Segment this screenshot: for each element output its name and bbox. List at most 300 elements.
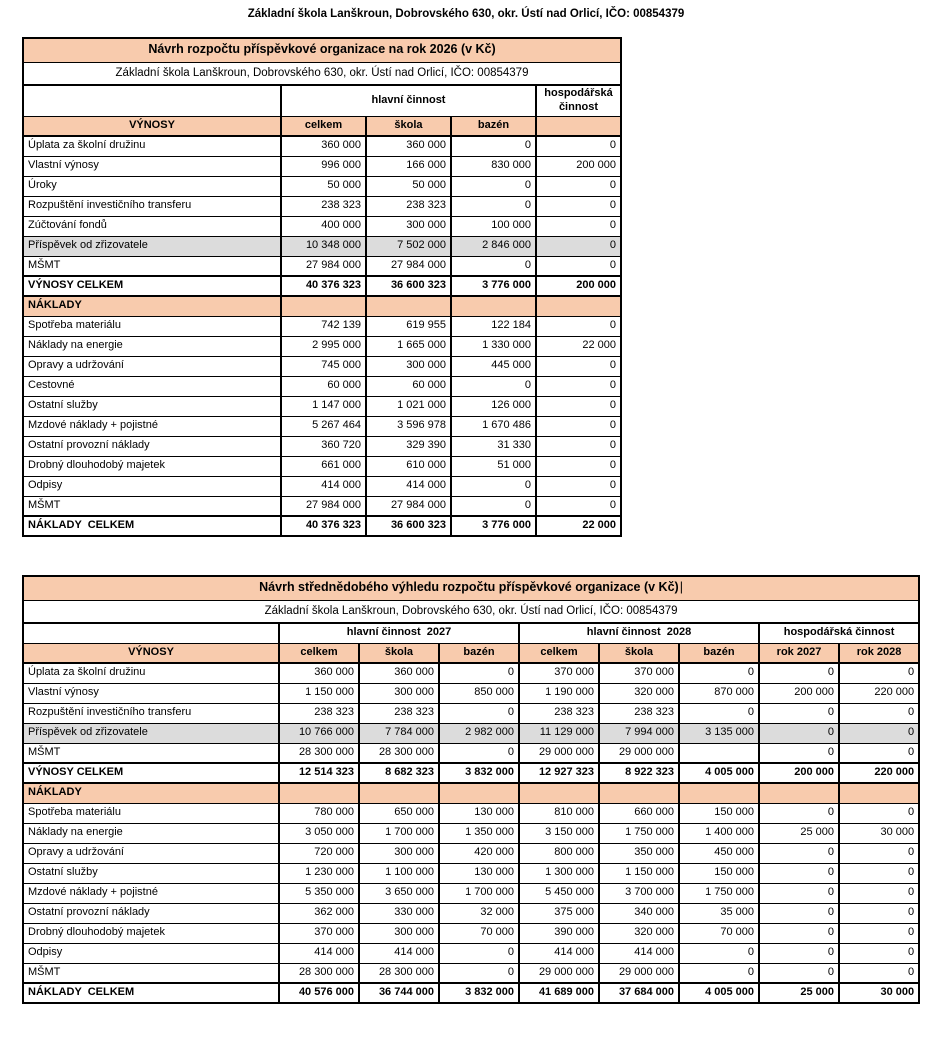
- row-label: Drobný dlouhodobý majetek: [23, 456, 281, 476]
- value-cell: 150 000: [679, 803, 759, 823]
- value-cell: 130 000: [439, 803, 519, 823]
- table-row: [23, 256, 621, 276]
- budget-table-2026: [22, 37, 622, 537]
- value-cell: 1 665 000: [366, 336, 451, 356]
- section-header-vynosy: VÝNOSY: [23, 643, 279, 663]
- empty-cell: [759, 783, 839, 803]
- value-cell: 0: [439, 703, 519, 723]
- value-cell: 0: [839, 943, 919, 963]
- row-label: Opravy a udržování: [23, 356, 281, 376]
- table-row: [23, 743, 919, 763]
- value-cell: 300 000: [359, 923, 439, 943]
- table-row: [23, 863, 919, 883]
- table-row: [23, 236, 621, 256]
- value-cell: 0: [759, 723, 839, 743]
- value-cell: 1 100 000: [359, 863, 439, 883]
- column-group-header: hospodářská činnost: [759, 623, 919, 643]
- column-group-row: [23, 85, 621, 116]
- value-cell: 4 005 000: [679, 763, 759, 783]
- value-cell: 0: [839, 743, 919, 763]
- value-cell: 25 000: [759, 983, 839, 1003]
- empty-cell: [839, 783, 919, 803]
- value-cell: 720 000: [279, 843, 359, 863]
- value-cell: 0: [839, 843, 919, 863]
- table-subtitle: Základní škola Lanškroun, Dobrovského 630, okr. Ústí nad Orlicí, IČO: 00854379: [23, 62, 621, 85]
- row-label: NÁKLADY CELKEM: [23, 983, 279, 1003]
- row-label: Ostatní služby: [23, 863, 279, 883]
- section-header-vynosy: VÝNOSY: [23, 116, 281, 136]
- value-cell: 3 050 000: [279, 823, 359, 843]
- value-cell: 350 000: [599, 843, 679, 863]
- value-cell: 0: [679, 663, 759, 683]
- value-cell: 1 350 000: [439, 823, 519, 843]
- row-label: Příspěvek od zřizovatele: [23, 236, 281, 256]
- column-header: škola: [366, 116, 451, 136]
- value-cell: 27 984 000: [366, 256, 451, 276]
- table-row: [23, 316, 621, 336]
- empty-cell: [359, 783, 439, 803]
- value-cell: 329 390: [366, 436, 451, 456]
- table-row: [23, 136, 621, 156]
- value-cell: 0: [439, 743, 519, 763]
- value-cell: 780 000: [279, 803, 359, 823]
- total-row: [23, 276, 621, 296]
- value-cell: 12 927 323: [519, 763, 599, 783]
- row-label: Náklady na energie: [23, 336, 281, 356]
- empty-cell: [281, 296, 366, 316]
- column-header: rok 2028: [839, 643, 919, 663]
- value-cell: 800 000: [519, 843, 599, 863]
- value-cell: 0: [536, 196, 621, 216]
- value-cell: 3 135 000: [679, 723, 759, 743]
- value-cell: 51 000: [451, 456, 536, 476]
- value-cell: 370 000: [519, 663, 599, 683]
- value-cell: 0: [451, 376, 536, 396]
- value-cell: 0: [679, 943, 759, 963]
- table-subtitle-row: [23, 600, 919, 623]
- table-row: [23, 356, 621, 376]
- value-cell: 7 502 000: [366, 236, 451, 256]
- value-cell: 0: [536, 256, 621, 276]
- value-cell: 200 000: [536, 156, 621, 176]
- value-cell: 0: [536, 356, 621, 376]
- column-header: škola: [599, 643, 679, 663]
- row-label: Vlastní výnosy: [23, 156, 281, 176]
- empty-cell: [679, 743, 759, 763]
- column-header-row: [23, 116, 621, 136]
- blank-corner-cell: [23, 85, 281, 116]
- value-cell: 0: [451, 136, 536, 156]
- table-row: [23, 943, 919, 963]
- value-cell: 10 766 000: [279, 723, 359, 743]
- value-cell: 0: [839, 703, 919, 723]
- column-header: celkem: [519, 643, 599, 663]
- table-row: [23, 703, 919, 723]
- section-header-naklady: NÁKLADY: [23, 296, 281, 316]
- value-cell: 50 000: [281, 176, 366, 196]
- value-cell: 200 000: [536, 276, 621, 296]
- column-group-header: hlavní činnost 2028: [519, 623, 759, 643]
- table-title-text: Návrh střednědobého výhledu rozpočtu příspěvkové organizace (v Kč): [259, 580, 679, 595]
- value-cell: 400 000: [281, 216, 366, 236]
- value-cell: 420 000: [439, 843, 519, 863]
- value-cell: 1 230 000: [279, 863, 359, 883]
- value-cell: 0: [759, 663, 839, 683]
- value-cell: 3 832 000: [439, 983, 519, 1003]
- column-group-header: hospodářská činnost: [536, 85, 621, 116]
- value-cell: 41 689 000: [519, 983, 599, 1003]
- value-cell: 2 995 000: [281, 336, 366, 356]
- value-cell: 0: [759, 863, 839, 883]
- value-cell: 0: [839, 663, 919, 683]
- column-group-row: [23, 623, 919, 643]
- value-cell: 414 000: [366, 476, 451, 496]
- value-cell: 150 000: [679, 863, 759, 883]
- value-cell: 200 000: [759, 763, 839, 783]
- value-cell: 300 000: [359, 683, 439, 703]
- value-cell: 0: [839, 803, 919, 823]
- value-cell: 5 350 000: [279, 883, 359, 903]
- value-cell: 0: [759, 883, 839, 903]
- value-cell: 360 000: [366, 136, 451, 156]
- empty-cell: [366, 296, 451, 316]
- value-cell: 27 984 000: [281, 256, 366, 276]
- value-cell: 28 300 000: [279, 743, 359, 763]
- value-cell: 0: [536, 416, 621, 436]
- blank-header-cell: [536, 116, 621, 136]
- value-cell: 0: [759, 903, 839, 923]
- value-cell: 40 376 323: [281, 516, 366, 536]
- value-cell: 830 000: [451, 156, 536, 176]
- value-cell: 1 021 000: [366, 396, 451, 416]
- text-cursor: |: [679, 580, 683, 595]
- value-cell: 850 000: [439, 683, 519, 703]
- table-row: [23, 476, 621, 496]
- value-cell: 12 514 323: [279, 763, 359, 783]
- value-cell: 122 184: [451, 316, 536, 336]
- row-label: NÁKLADY CELKEM: [23, 516, 281, 536]
- value-cell: 5 450 000: [519, 883, 599, 903]
- empty-cell: [599, 783, 679, 803]
- value-cell: 0: [759, 743, 839, 763]
- column-header: rok 2027: [759, 643, 839, 663]
- value-cell: 1 147 000: [281, 396, 366, 416]
- row-label: Cestovné: [23, 376, 281, 396]
- value-cell: 31 330: [451, 436, 536, 456]
- value-cell: 0: [536, 216, 621, 236]
- value-cell: 1 700 000: [359, 823, 439, 843]
- value-cell: 0: [451, 196, 536, 216]
- section-header-naklady: NÁKLADY: [23, 783, 279, 803]
- value-cell: 0: [839, 723, 919, 743]
- section-header-row: [23, 296, 621, 316]
- table-row: [23, 663, 919, 683]
- value-cell: 238 323: [599, 703, 679, 723]
- value-cell: 50 000: [366, 176, 451, 196]
- total-row: [23, 983, 919, 1003]
- value-cell: 414 000: [599, 943, 679, 963]
- value-cell: 25 000: [759, 823, 839, 843]
- value-cell: 0: [536, 496, 621, 516]
- value-cell: 0: [759, 803, 839, 823]
- row-label: Zúčtování fondů: [23, 216, 281, 236]
- value-cell: 35 000: [679, 903, 759, 923]
- total-row: [23, 763, 919, 783]
- value-cell: 0: [439, 943, 519, 963]
- value-cell: 22 000: [536, 336, 621, 356]
- value-cell: 0: [759, 963, 839, 983]
- value-cell: 8 922 323: [599, 763, 679, 783]
- table-row: [23, 683, 919, 703]
- value-cell: 414 000: [281, 476, 366, 496]
- value-cell: 36 744 000: [359, 983, 439, 1003]
- value-cell: 1 150 000: [279, 683, 359, 703]
- row-label: Odpisy: [23, 476, 281, 496]
- section-header-row: [23, 783, 919, 803]
- value-cell: 40 576 000: [279, 983, 359, 1003]
- row-label: Drobný dlouhodobý majetek: [23, 923, 279, 943]
- value-cell: 0: [839, 923, 919, 943]
- value-cell: 1 300 000: [519, 863, 599, 883]
- value-cell: 3 150 000: [519, 823, 599, 843]
- value-cell: 0: [759, 703, 839, 723]
- value-cell: 450 000: [679, 843, 759, 863]
- page-header: Základní škola Lanškroun, Dobrovského 630, okr. Ústí nad Orlicí, IČO: 00854379: [247, 8, 685, 20]
- value-cell: 390 000: [519, 923, 599, 943]
- table-row: [23, 436, 621, 456]
- value-cell: 0: [759, 923, 839, 943]
- table-row: [23, 923, 919, 943]
- value-cell: 22 000: [536, 516, 621, 536]
- value-cell: 37 684 000: [599, 983, 679, 1003]
- row-label: Mzdové náklady + pojistné: [23, 883, 279, 903]
- value-cell: 3 596 978: [366, 416, 451, 436]
- empty-cell: [279, 783, 359, 803]
- value-cell: 166 000: [366, 156, 451, 176]
- row-label: Náklady na energie: [23, 823, 279, 843]
- value-cell: 36 600 323: [366, 516, 451, 536]
- value-cell: 0: [839, 883, 919, 903]
- table-subtitle-row: [23, 62, 621, 85]
- value-cell: 320 000: [599, 923, 679, 943]
- table-row: [23, 723, 919, 743]
- row-label: Ostatní provozní náklady: [23, 436, 281, 456]
- value-cell: 360 720: [281, 436, 366, 456]
- row-label: MŠMT: [23, 256, 281, 276]
- value-cell: 8 682 323: [359, 763, 439, 783]
- value-cell: 0: [839, 963, 919, 983]
- value-cell: 0: [536, 476, 621, 496]
- row-label: MŠMT: [23, 743, 279, 763]
- value-cell: 1 330 000: [451, 336, 536, 356]
- row-label: Ostatní služby: [23, 396, 281, 416]
- value-cell: 1 750 000: [599, 823, 679, 843]
- table-row: [23, 196, 621, 216]
- value-cell: 0: [679, 703, 759, 723]
- value-cell: 414 000: [279, 943, 359, 963]
- value-cell: 3 776 000: [451, 276, 536, 296]
- value-cell: 445 000: [451, 356, 536, 376]
- value-cell: 1 670 486: [451, 416, 536, 436]
- empty-cell: [451, 296, 536, 316]
- row-label: MŠMT: [23, 496, 281, 516]
- table-row: [23, 376, 621, 396]
- value-cell: 220 000: [839, 683, 919, 703]
- value-cell: 200 000: [759, 683, 839, 703]
- value-cell: 375 000: [519, 903, 599, 923]
- row-label: Rozpuštění investičního transferu: [23, 703, 279, 723]
- value-cell: 414 000: [359, 943, 439, 963]
- value-cell: 300 000: [359, 843, 439, 863]
- row-label: Rozpuštění investičního transferu: [23, 196, 281, 216]
- value-cell: 4 005 000: [679, 983, 759, 1003]
- value-cell: 3 776 000: [451, 516, 536, 536]
- table-row: [23, 883, 919, 903]
- value-cell: 870 000: [679, 683, 759, 703]
- table-title-row: [23, 38, 621, 62]
- empty-cell: [439, 783, 519, 803]
- column-header: celkem: [281, 116, 366, 136]
- value-cell: 1 750 000: [679, 883, 759, 903]
- value-cell: 360 000: [281, 136, 366, 156]
- value-cell: 7 784 000: [359, 723, 439, 743]
- row-label: VÝNOSY CELKEM: [23, 763, 279, 783]
- table-subtitle: Základní škola Lanškroun, Dobrovského 630, okr. Ústí nad Orlicí, IČO: 00854379: [23, 600, 919, 623]
- table-row: [23, 336, 621, 356]
- value-cell: 238 323: [359, 703, 439, 723]
- table-title: [23, 576, 919, 600]
- value-cell: 0: [839, 903, 919, 923]
- value-cell: 29 000 000: [519, 963, 599, 983]
- row-label: MŠMT: [23, 963, 279, 983]
- value-cell: 0: [451, 496, 536, 516]
- value-cell: 238 323: [281, 196, 366, 216]
- column-header-row: [23, 643, 919, 663]
- table-title: [23, 38, 621, 62]
- column-header: bazén: [451, 116, 536, 136]
- value-cell: 660 000: [599, 803, 679, 823]
- value-cell: 996 000: [281, 156, 366, 176]
- value-cell: 370 000: [599, 663, 679, 683]
- row-label: Mzdové náklady + pojistné: [23, 416, 281, 436]
- empty-cell: [519, 783, 599, 803]
- table-row: [23, 216, 621, 236]
- value-cell: 27 984 000: [366, 496, 451, 516]
- value-cell: 0: [536, 456, 621, 476]
- value-cell: 360 000: [359, 663, 439, 683]
- value-cell: 370 000: [279, 923, 359, 943]
- table-row: [23, 903, 919, 923]
- empty-cell: [679, 783, 759, 803]
- row-label: Úroky: [23, 176, 281, 196]
- value-cell: 0: [679, 963, 759, 983]
- value-cell: 360 000: [279, 663, 359, 683]
- value-cell: 0: [536, 436, 621, 456]
- value-cell: 0: [839, 863, 919, 883]
- row-label: Příspěvek od zřizovatele: [23, 723, 279, 743]
- value-cell: 362 000: [279, 903, 359, 923]
- value-cell: 238 323: [519, 703, 599, 723]
- value-cell: 30 000: [839, 823, 919, 843]
- row-label: Odpisy: [23, 943, 279, 963]
- table-row: [23, 803, 919, 823]
- table-row: [23, 963, 919, 983]
- row-label: Úplata za školní družinu: [23, 663, 279, 683]
- value-cell: 1 190 000: [519, 683, 599, 703]
- value-cell: 130 000: [439, 863, 519, 883]
- value-cell: 0: [759, 943, 839, 963]
- value-cell: 0: [536, 136, 621, 156]
- value-cell: 0: [536, 396, 621, 416]
- blank-corner-cell: [23, 623, 279, 643]
- column-header: bazén: [439, 643, 519, 663]
- value-cell: 60 000: [281, 376, 366, 396]
- value-cell: 810 000: [519, 803, 599, 823]
- column-header: celkem: [279, 643, 359, 663]
- value-cell: 0: [536, 236, 621, 256]
- value-cell: 126 000: [451, 396, 536, 416]
- row-label: Ostatní provozní náklady: [23, 903, 279, 923]
- empty-cell: [536, 296, 621, 316]
- value-cell: 742 139: [281, 316, 366, 336]
- value-cell: 11 129 000: [519, 723, 599, 743]
- table-row: [23, 456, 621, 476]
- value-cell: 650 000: [359, 803, 439, 823]
- value-cell: 238 323: [279, 703, 359, 723]
- table-row: [23, 396, 621, 416]
- row-label: Opravy a udržování: [23, 843, 279, 863]
- value-cell: 2 982 000: [439, 723, 519, 743]
- value-cell: 32 000: [439, 903, 519, 923]
- value-cell: 0: [536, 176, 621, 196]
- value-cell: 3 650 000: [359, 883, 439, 903]
- value-cell: 7 994 000: [599, 723, 679, 743]
- value-cell: 100 000: [451, 216, 536, 236]
- value-cell: 340 000: [599, 903, 679, 923]
- value-cell: 0: [451, 256, 536, 276]
- table-row: [23, 823, 919, 843]
- value-cell: 300 000: [366, 356, 451, 376]
- value-cell: 1 400 000: [679, 823, 759, 843]
- value-cell: 1 700 000: [439, 883, 519, 903]
- value-cell: 29 000 000: [599, 743, 679, 763]
- value-cell: 220 000: [839, 763, 919, 783]
- value-cell: 0: [439, 663, 519, 683]
- value-cell: 28 300 000: [359, 743, 439, 763]
- value-cell: 0: [451, 476, 536, 496]
- table-title-text: Návrh rozpočtu příspěvkové organizace na rok 2026 (v Kč): [148, 42, 496, 57]
- table-title-row: [23, 576, 919, 600]
- row-label: Spotřeba materiálu: [23, 316, 281, 336]
- value-cell: 28 300 000: [359, 963, 439, 983]
- value-cell: 414 000: [519, 943, 599, 963]
- table-row: [23, 416, 621, 436]
- value-cell: 30 000: [839, 983, 919, 1003]
- value-cell: 320 000: [599, 683, 679, 703]
- value-cell: 27 984 000: [281, 496, 366, 516]
- midterm-outlook-table-2027-2028: [22, 575, 920, 1004]
- value-cell: 70 000: [679, 923, 759, 943]
- column-group-header: hlavní činnost 2027: [279, 623, 519, 643]
- value-cell: 29 000 000: [599, 963, 679, 983]
- value-cell: 0: [536, 316, 621, 336]
- value-cell: 5 267 464: [281, 416, 366, 436]
- column-header: škola: [359, 643, 439, 663]
- value-cell: 0: [536, 376, 621, 396]
- value-cell: 238 323: [366, 196, 451, 216]
- value-cell: 300 000: [366, 216, 451, 236]
- value-cell: 28 300 000: [279, 963, 359, 983]
